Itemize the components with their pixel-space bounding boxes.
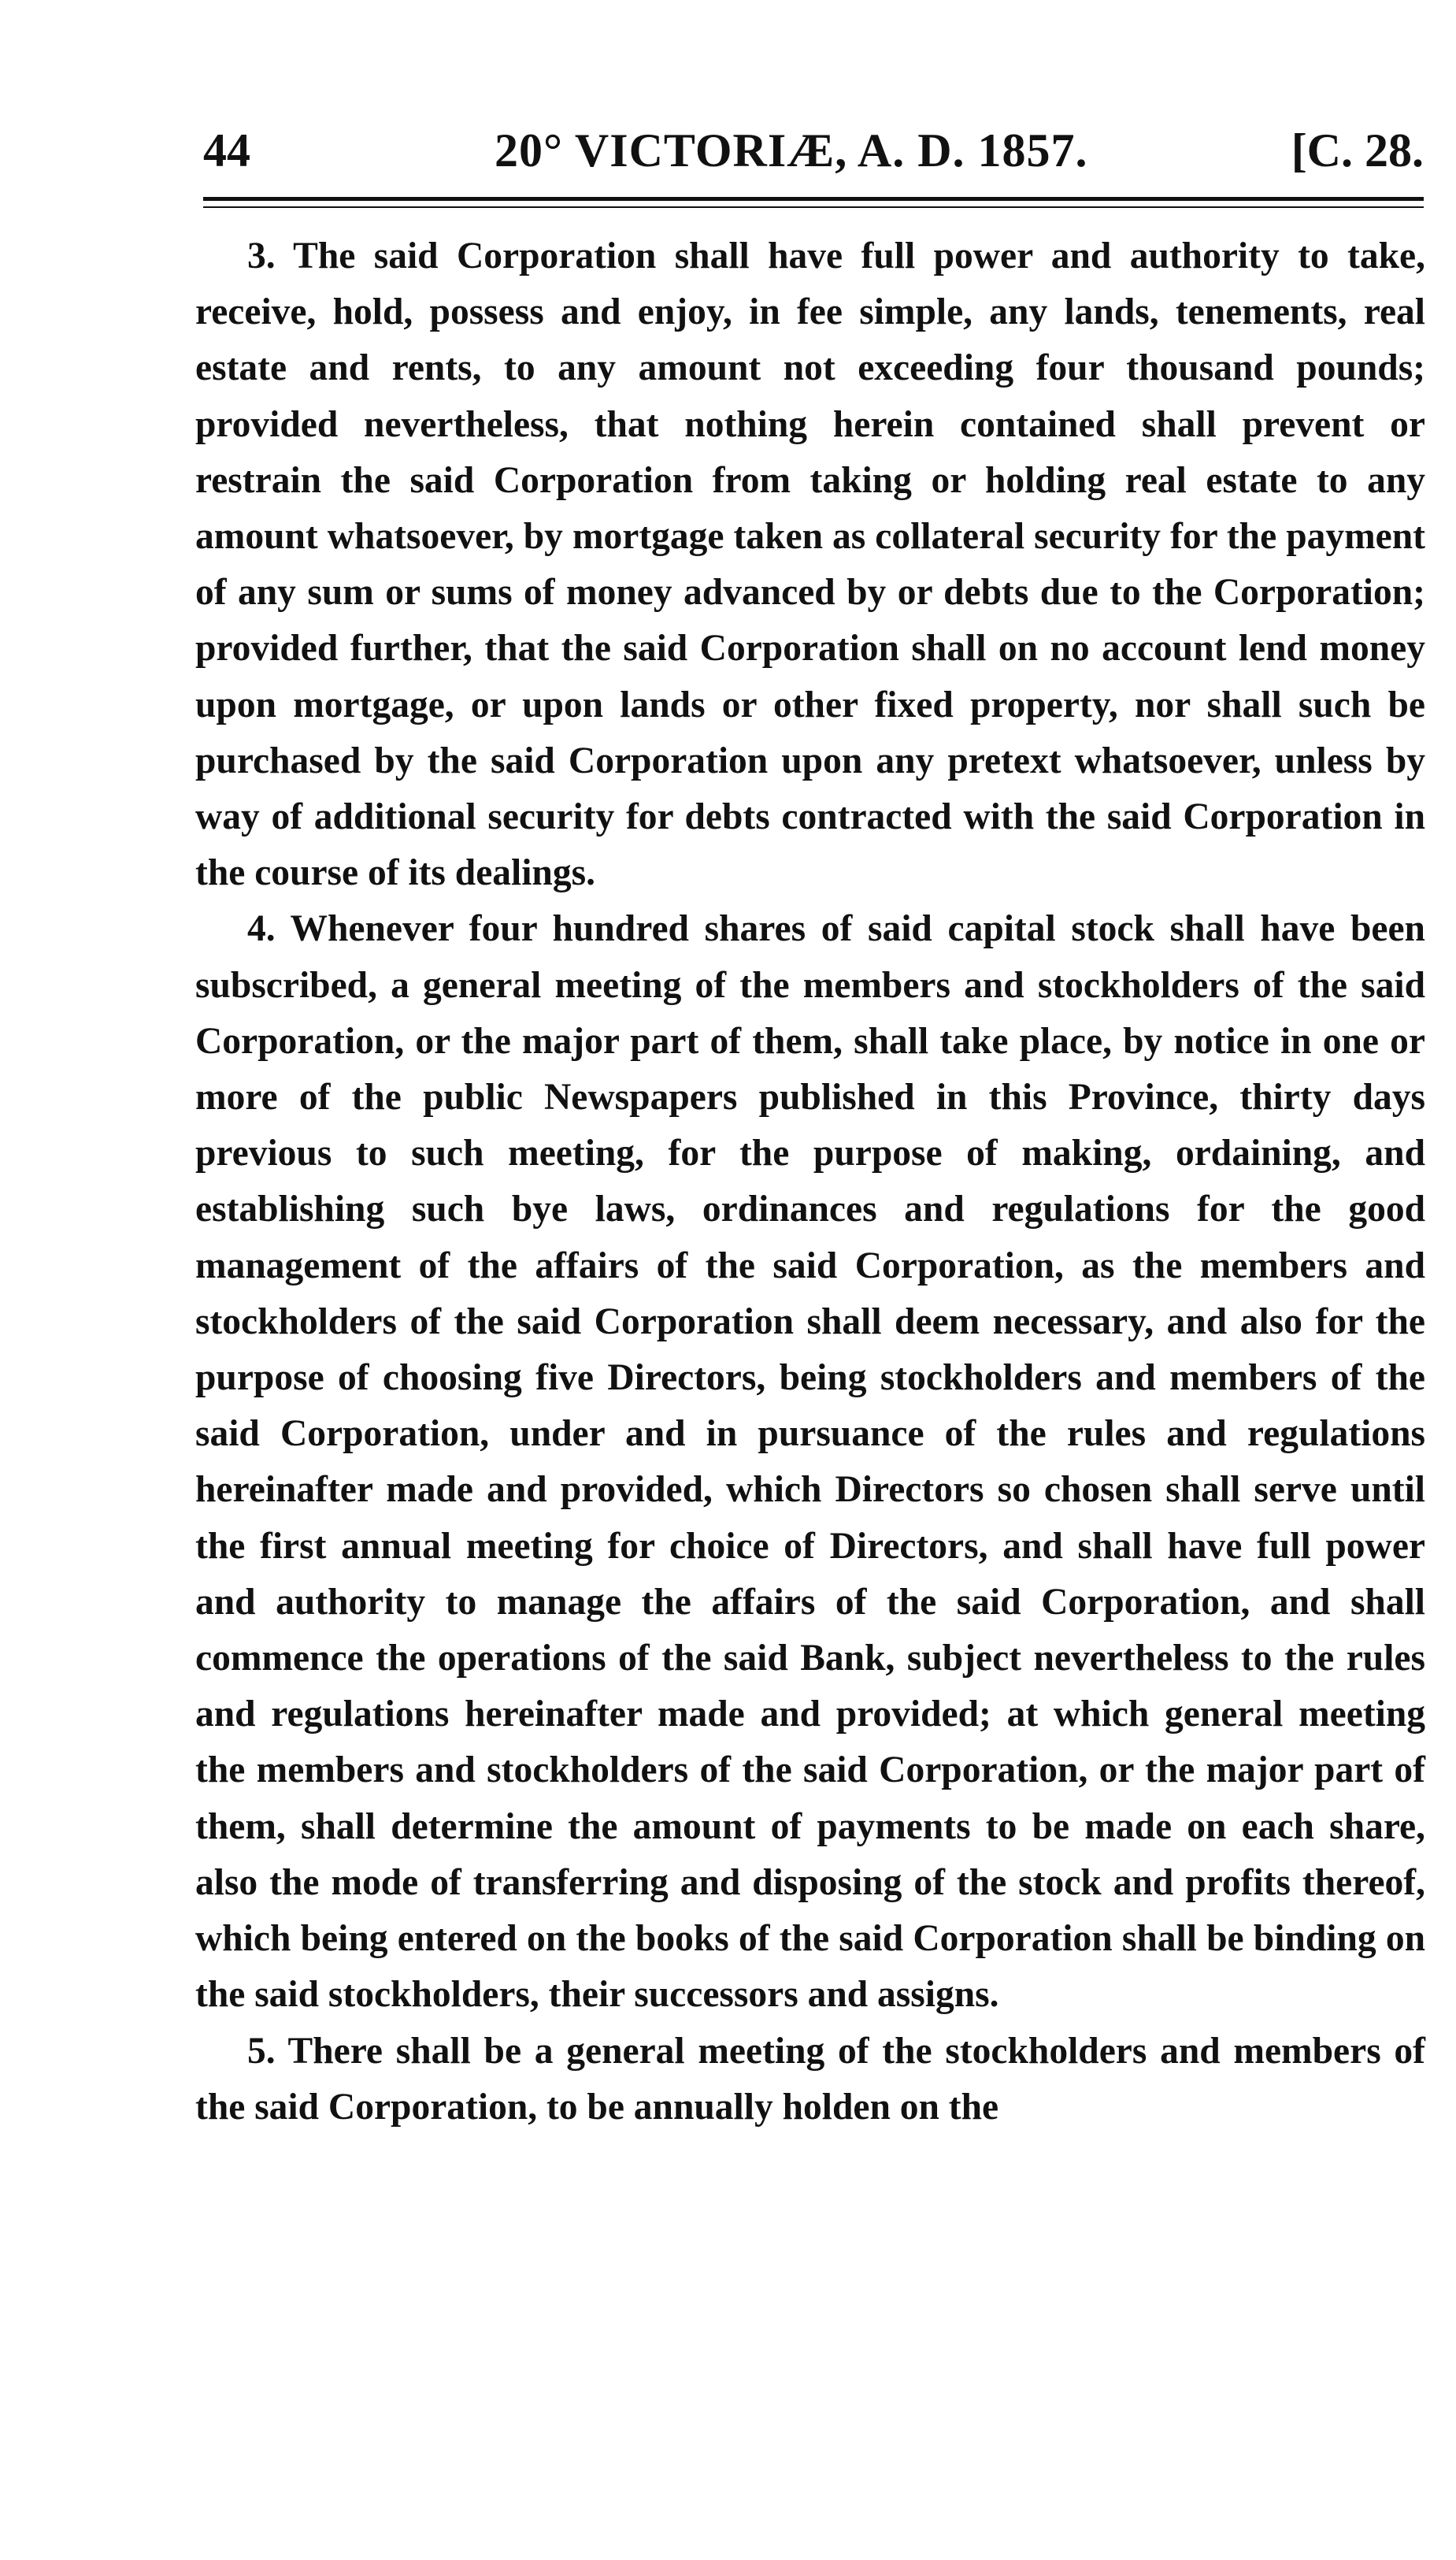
header-rule-thick (203, 197, 1424, 201)
section-number: 5. (247, 2030, 276, 2072)
section-paragraph-5 (195, 2024, 1425, 2135)
body-text (195, 228, 1425, 2135)
section-number: 4. (247, 908, 276, 950)
running-title: 20° VICTORIÆ, A. D. 1857. (495, 124, 1088, 176)
page-header (203, 118, 1424, 183)
chapter-reference: [C. 28. (1291, 124, 1424, 176)
paragraph-text: Whenever four hundred shares of said capital stock shall have been subscribed, a general meeting of the members and stockholders of the said Corporation, or the major part of them, shall take place, by notice in one or more of the public Newspapers published in this Province, thirty days previous to such meeting, for the purpose of making, ordaining, and establishing such bye laws, ordinances and regulations for the good management of the affairs of the said Corporation, as the members and stockholders of the said Corporation shall deem necessary, and also for the purpose of choosing five Directors, being stockholders and members of the said Corporation, under and in pursuance of the rules and regulations hereinafter made and provided, which Directors so chosen shall serve until the first annual meeting for choice of Directors, and shall have full power and authority to manage the affairs of the said Corporation, and shall commence the operations of the said Bank, subject nevertheless to the rules and regulations hereinafter made and provided; at which general meeting the members and stockholders of the said Corporation, or the major part of them, shall determine the amount of payments to be made on each share, also the mode of transferring and disposing of the stock and profits thereof, which being entered on the books of the said Corporation shall be binding on the said stockholders, their successors and assigns. (195, 908, 1425, 2016)
paragraph-text: The said Corporation shall have full power and authority to take, receive, hold, possess and enjoy, in fee simple, any lands, tenements, real estate and rents, to any amount not exceeding four thousand pounds; provided nevertheless, that nothing herein contained shall prevent or restrain the said Corporation from taking or holding real estate to any amount whatsoever, by mortgage taken as collateral security for the payment of any sum or sums of money advanced by or debts due to the Corporation; provided further, that the said Corporation shall on no account lend money upon mortgage, or upon lands or other fixed property, nor shall such be purchased by the said Corporation upon any pretext whatsoever, unless by way of additional security for debts contracted with the said Corporation in the course of its dealings. (195, 236, 1425, 894)
page-number: 44 (203, 124, 250, 176)
section-paragraph-4 (195, 901, 1425, 2023)
header-rule-thin (203, 206, 1424, 208)
paragraph-text: There shall be a general meeting of the stockholders and members of the said Corporation, to be annually holden on the (195, 2030, 1425, 2128)
section-number: 3. (247, 236, 276, 276)
section-paragraph-3 (195, 228, 1425, 901)
